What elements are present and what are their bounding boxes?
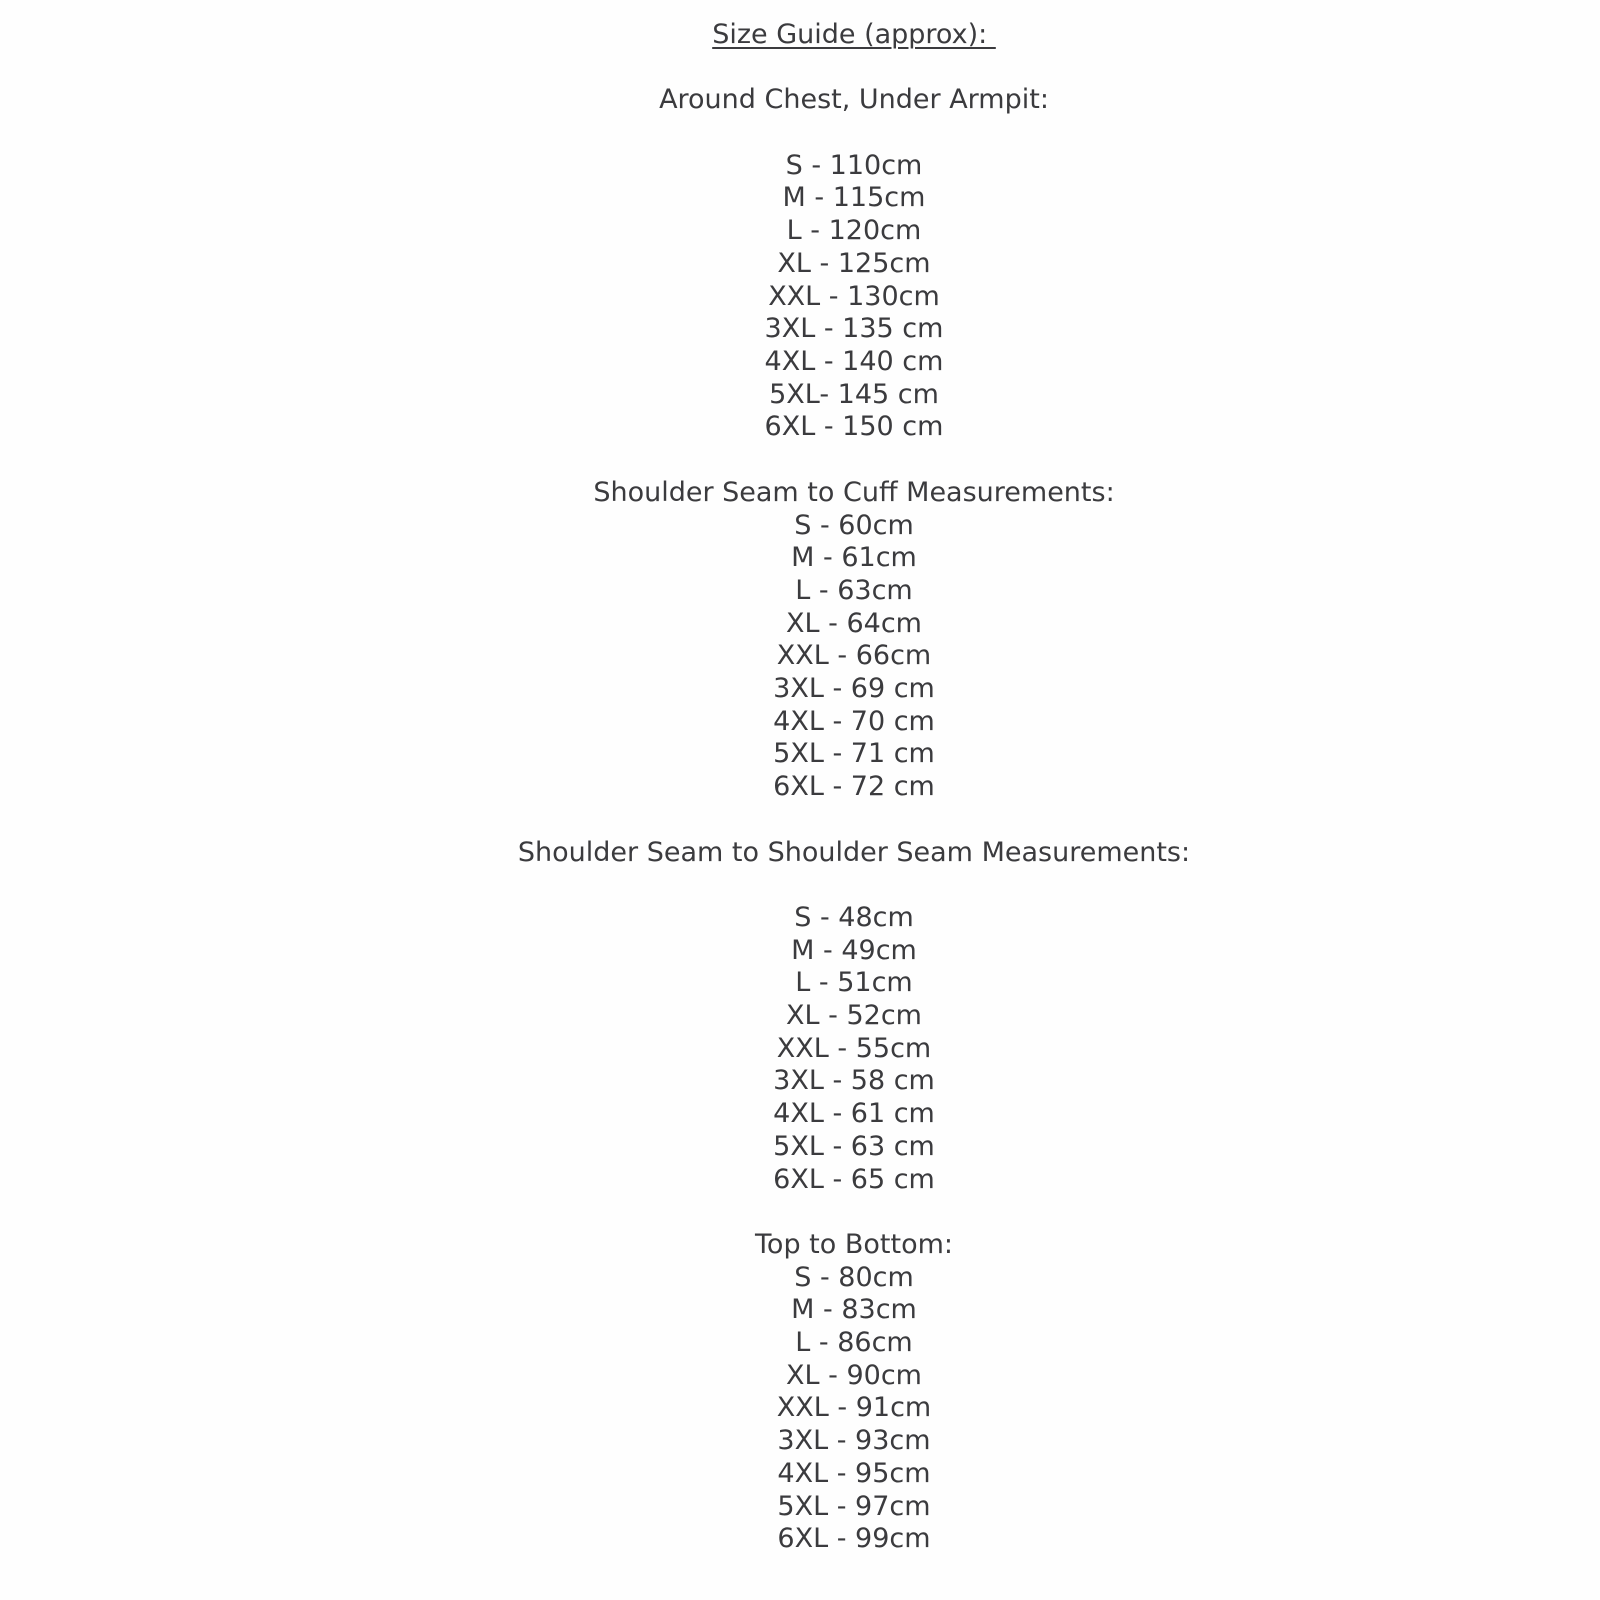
size-line: 4XL - 70 cm [773,705,935,737]
spacer [108,444,1600,477]
size-line: M - 115cm [782,182,926,214]
size-line: XXL - 91cm [776,1392,932,1424]
size-line: 6XL - 65 cm [773,1163,935,1195]
size-line: S - 48cm [794,901,914,933]
section-heading-shoulder: Shoulder Seam to Shoulder Seam Measurements: [517,836,1191,868]
size-line: 4XL - 140 cm [764,346,944,377]
spacer [108,869,1600,902]
size-line: M - 49cm [791,934,917,966]
size-line: XL - 64cm [786,607,922,639]
size-line: S - 110cm [785,149,923,181]
page-title-text: Size Guide (approx): [712,19,996,50]
size-line: 5XL - 97cm [777,1490,931,1522]
size-line: 6XL - 150 cm [764,411,944,443]
size-line: M - 61cm [791,542,917,574]
section-heading-chest: Around Chest, Under Armpit: [659,84,1049,116]
size-line: XXL - 55cm [776,1032,932,1064]
size-line: L - 63cm [795,574,913,606]
size-line: 5XL - 63 cm [773,1130,935,1162]
size-line: M - 83cm [791,1294,917,1326]
size-guide-document [108,0,1600,1556]
spacer [108,804,1600,837]
size-line: S - 80cm [794,1261,914,1293]
size-line: 3XL - 69 cm [773,673,935,705]
size-line: 3XL - 135 cm [764,313,944,345]
section-heading-length: Top to Bottom: [755,1228,953,1260]
size-line: S - 60cm [794,509,914,541]
spacer [108,117,1600,150]
size-line: XL - 52cm [786,1000,922,1032]
size-line: 6XL - 72 cm [773,771,935,803]
size-line: 6XL - 99cm [777,1523,931,1555]
size-line: L - 86cm [795,1327,913,1359]
size-line: L - 51cm [795,967,913,999]
size-line: XL - 90cm [786,1359,922,1391]
size-line: 5XL - 71 cm [773,738,935,770]
page-title [108,19,1600,52]
spacer [108,1196,1600,1229]
size-line: XXL - 130cm [768,280,940,312]
size-line: XL - 125cm [777,247,931,279]
size-line: 3XL - 93cm [777,1425,931,1457]
spacer [108,52,1600,85]
size-line: 4XL - 95cm [777,1457,931,1489]
section-heading-cuff: Shoulder Seam to Cuff Measurements: [593,476,1115,508]
size-line: L - 120cm [786,215,922,247]
size-line: 3XL - 58 cm [773,1065,935,1097]
size-line: 4XL - 61 cm [773,1098,935,1130]
size-line: 5XL- 145 cm [769,378,939,410]
size-line: XXL - 66cm [776,640,932,672]
